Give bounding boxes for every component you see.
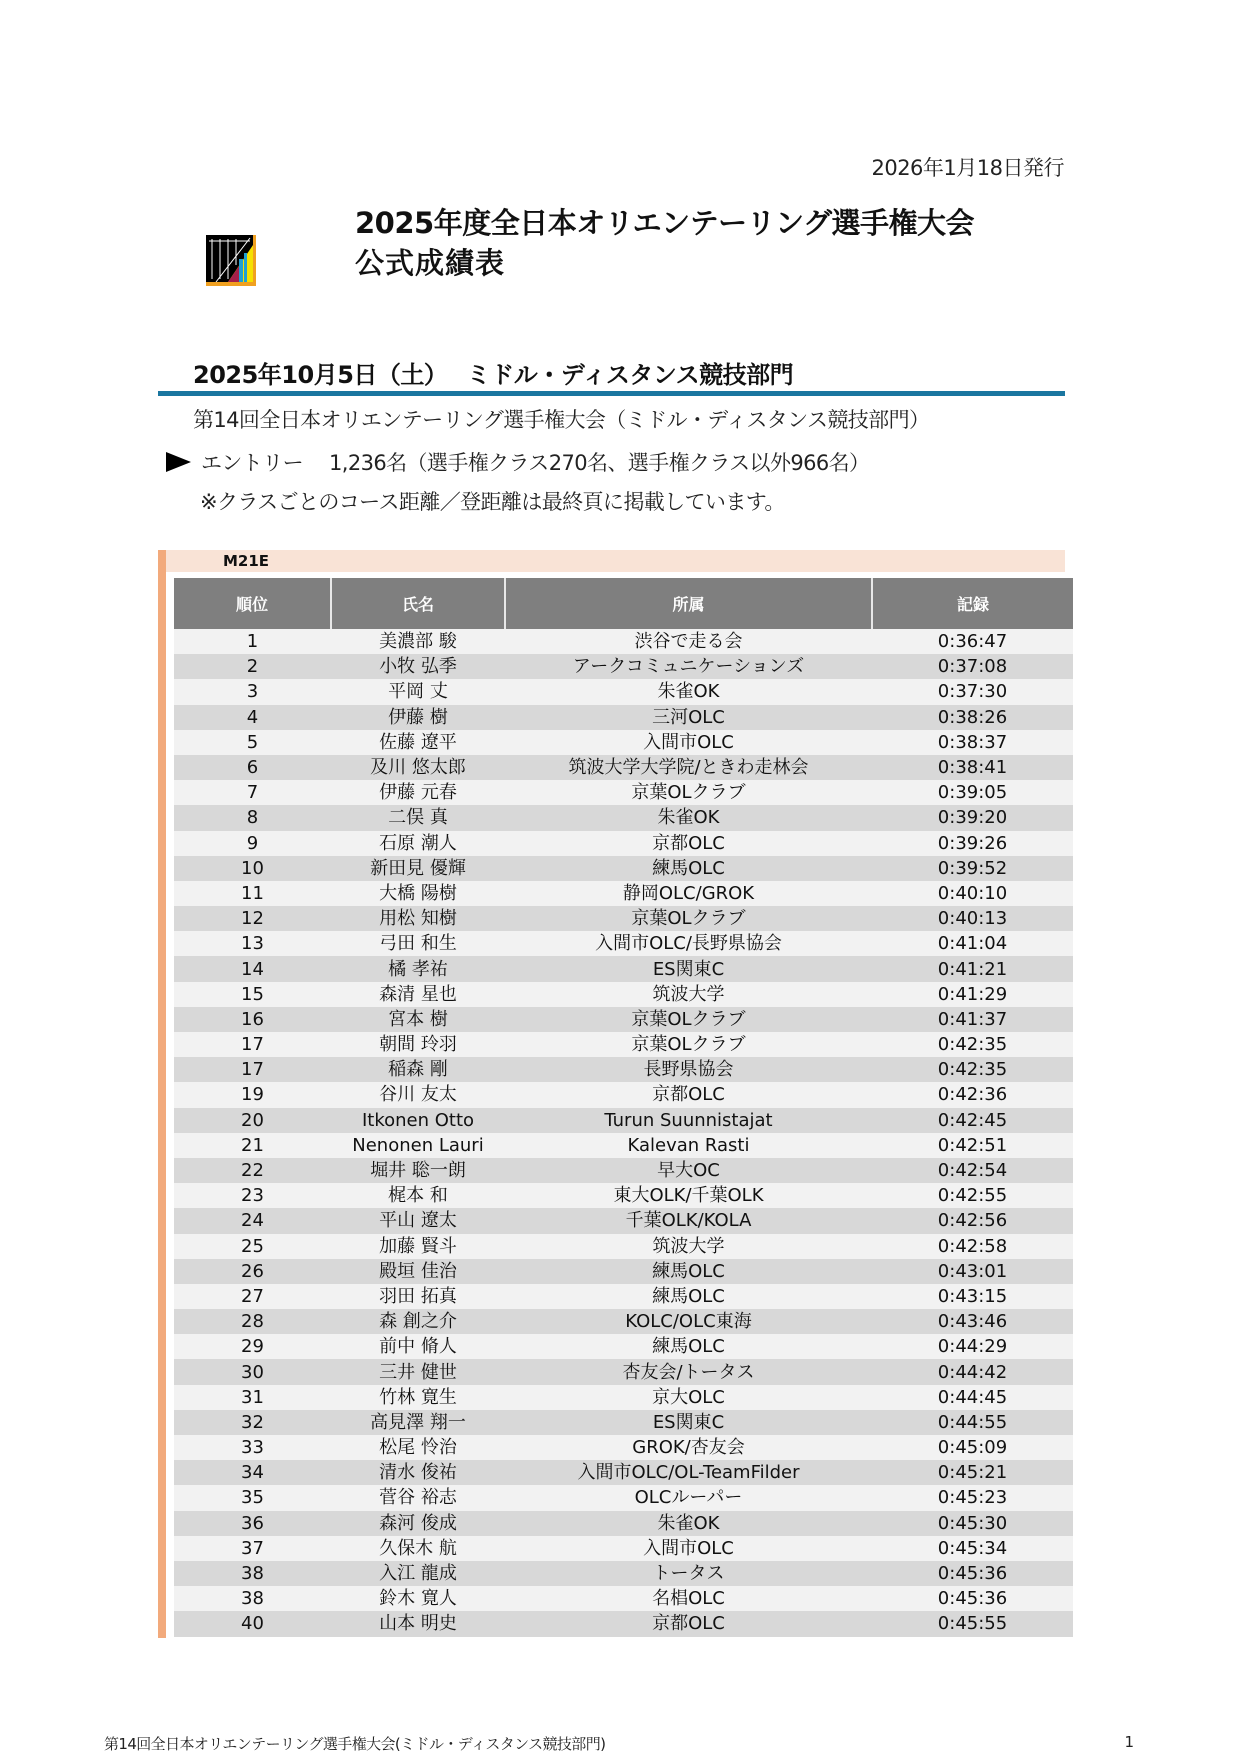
- cell-club: ES関東C: [505, 956, 872, 981]
- results-table: [174, 578, 1073, 1637]
- cell-club: 入間市OLC/長野県協会: [505, 931, 872, 956]
- table-row: [174, 1032, 1073, 1057]
- column-header-time: 記録: [872, 578, 1073, 629]
- cell-rank: 5: [174, 730, 331, 755]
- cell-rank: 37: [174, 1536, 331, 1561]
- table-row: [174, 1158, 1073, 1183]
- table-row: [174, 629, 1073, 654]
- cell-name: 菅谷 裕志: [331, 1485, 505, 1510]
- table-row: [174, 1536, 1073, 1561]
- cell-name: 山本 明史: [331, 1611, 505, 1636]
- entry-label: エントリー: [201, 451, 303, 475]
- table-row: [174, 805, 1073, 830]
- title-line-1: 2025年度全日本オリエンテーリング選手権大会: [355, 206, 975, 240]
- cell-name: 三井 健世: [331, 1359, 505, 1384]
- cell-time: 0:45:30: [872, 1511, 1073, 1536]
- cell-name: 森清 星也: [331, 982, 505, 1007]
- cell-club: 練馬OLC: [505, 856, 872, 881]
- cell-name: 梶本 和: [331, 1183, 505, 1208]
- cell-rank: 36: [174, 1511, 331, 1536]
- cell-name: 小牧 弘季: [331, 654, 505, 679]
- cell-time: 0:42:35: [872, 1032, 1073, 1057]
- cell-rank: 31: [174, 1385, 331, 1410]
- cell-club: 京都OLC: [505, 831, 872, 856]
- table-row: [174, 982, 1073, 1007]
- cell-time: 0:44:55: [872, 1410, 1073, 1435]
- cell-club: 京都OLC: [505, 1611, 872, 1636]
- cell-time: 0:40:13: [872, 906, 1073, 931]
- cell-rank: 25: [174, 1234, 331, 1259]
- table-row: [174, 1183, 1073, 1208]
- cell-name: 佐藤 遼平: [331, 730, 505, 755]
- cell-club: 長野県協会: [505, 1057, 872, 1082]
- cell-time: 0:38:26: [872, 705, 1073, 730]
- cell-club: KOLC/OLC東海: [505, 1309, 872, 1334]
- cell-name: 鈴木 寛人: [331, 1586, 505, 1611]
- cell-rank: 38: [174, 1561, 331, 1586]
- cell-rank: 24: [174, 1208, 331, 1233]
- column-header-club: 所属: [505, 578, 872, 629]
- table-row: [174, 1485, 1073, 1510]
- cell-time: 0:38:41: [872, 755, 1073, 780]
- cell-name: 森 創之介: [331, 1309, 505, 1334]
- cell-name: 橘 孝祐: [331, 956, 505, 981]
- cell-rank: 1: [174, 629, 331, 654]
- cell-rank: 8: [174, 805, 331, 830]
- entry-summary: [166, 447, 869, 477]
- cell-club: 東大OLK/千葉OLK: [505, 1183, 872, 1208]
- cell-rank: 13: [174, 931, 331, 956]
- triangle-bullet-icon: [166, 452, 191, 472]
- cell-club: 入間市OLC: [505, 730, 872, 755]
- column-header-name: 氏名: [331, 578, 505, 629]
- cell-rank: 12: [174, 906, 331, 931]
- cell-rank: 40: [174, 1611, 331, 1636]
- cell-club: 京葉OLクラブ: [505, 1007, 872, 1032]
- table-row: [174, 1561, 1073, 1586]
- cell-name: 高見澤 翔一: [331, 1410, 505, 1435]
- cell-time: 0:45:34: [872, 1536, 1073, 1561]
- cell-club: 杏友会/トータス: [505, 1359, 872, 1384]
- cell-club: GROK/杏友会: [505, 1435, 872, 1460]
- cell-rank: 4: [174, 705, 331, 730]
- table-row: [174, 1511, 1073, 1536]
- cell-rank: 3: [174, 679, 331, 704]
- cell-name: 二俣 真: [331, 805, 505, 830]
- cell-time: 0:43:46: [872, 1309, 1073, 1334]
- cell-time: 0:42:45: [872, 1108, 1073, 1133]
- cell-name: 弓田 和生: [331, 931, 505, 956]
- cell-rank: 29: [174, 1334, 331, 1359]
- cell-time: 0:42:54: [872, 1158, 1073, 1183]
- cell-rank: 35: [174, 1485, 331, 1510]
- cell-time: 0:36:47: [872, 629, 1073, 654]
- table-row: [174, 1133, 1073, 1158]
- issue-date: 2026年1月18日発行: [871, 156, 1064, 180]
- cell-club: 三河OLC: [505, 705, 872, 730]
- table-row: [174, 1359, 1073, 1384]
- cell-club: ES関東C: [505, 1410, 872, 1435]
- cell-name: 朝間 玲羽: [331, 1032, 505, 1057]
- cell-time: 0:43:01: [872, 1259, 1073, 1284]
- cell-time: 0:44:29: [872, 1334, 1073, 1359]
- cell-name: 前中 脩人: [331, 1334, 505, 1359]
- cell-time: 0:37:30: [872, 679, 1073, 704]
- table-row: [174, 1586, 1073, 1611]
- table-row: [174, 1208, 1073, 1233]
- cell-club: 名椙OLC: [505, 1586, 872, 1611]
- cell-time: 0:38:37: [872, 730, 1073, 755]
- table-row: [174, 679, 1073, 704]
- cell-name: 平山 遼太: [331, 1208, 505, 1233]
- cell-rank: 23: [174, 1183, 331, 1208]
- title-line-2: 公式成績表: [355, 246, 506, 280]
- cell-time: 0:43:15: [872, 1284, 1073, 1309]
- cell-rank: 2: [174, 654, 331, 679]
- cell-name: 大橋 陽樹: [331, 881, 505, 906]
- table-row: [174, 831, 1073, 856]
- cell-name: 羽田 拓真: [331, 1284, 505, 1309]
- cell-name: 新田見 優輝: [331, 856, 505, 881]
- cell-time: 0:40:10: [872, 881, 1073, 906]
- cell-club: 千葉OLK/KOLA: [505, 1208, 872, 1233]
- cell-club: 渋谷で走る会: [505, 629, 872, 654]
- cell-rank: 19: [174, 1082, 331, 1107]
- cell-time: 0:45:55: [872, 1611, 1073, 1636]
- cell-club: 筑波大学: [505, 982, 872, 1007]
- cell-time: 0:39:05: [872, 780, 1073, 805]
- cell-rank: 11: [174, 881, 331, 906]
- cell-name: 稲森 剛: [331, 1057, 505, 1082]
- table-row: [174, 1057, 1073, 1082]
- cell-time: 0:41:29: [872, 982, 1073, 1007]
- results-body: [174, 629, 1073, 1637]
- cell-time: 0:42:55: [872, 1183, 1073, 1208]
- cell-time: 0:41:04: [872, 931, 1073, 956]
- cell-rank: 10: [174, 856, 331, 881]
- cell-time: 0:42:35: [872, 1057, 1073, 1082]
- cell-club: 筑波大学: [505, 1234, 872, 1259]
- cell-name: 及川 悠太郎: [331, 755, 505, 780]
- cell-rank: 26: [174, 1259, 331, 1284]
- cell-name: Itkonen Otto: [331, 1108, 505, 1133]
- cell-club: Turun Suunnistajat: [505, 1108, 872, 1133]
- cell-time: 0:39:26: [872, 831, 1073, 856]
- cell-time: 0:39:52: [872, 856, 1073, 881]
- footer-title: 第14回全日本オリエンテーリング選手権大会(ミドル・ディスタンス競技部門): [104, 1735, 606, 1753]
- cell-club: 練馬OLC: [505, 1284, 872, 1309]
- cell-rank: 33: [174, 1435, 331, 1460]
- cell-name: 美濃部 駿: [331, 629, 505, 654]
- cell-name: 殿垣 佳治: [331, 1259, 505, 1284]
- cell-name: Nenonen Lauri: [331, 1133, 505, 1158]
- cell-time: 0:37:08: [872, 654, 1073, 679]
- cell-time: 0:45:21: [872, 1460, 1073, 1485]
- cell-name: 谷川 友太: [331, 1082, 505, 1107]
- table-row: [174, 1334, 1073, 1359]
- cell-name: 伊藤 樹: [331, 705, 505, 730]
- section-divider: [158, 391, 1065, 396]
- jofa-logo-icon: [206, 235, 256, 286]
- cell-rank: 21: [174, 1133, 331, 1158]
- cell-rank: 30: [174, 1359, 331, 1384]
- cell-name: 伊藤 元春: [331, 780, 505, 805]
- cell-club: 静岡OLC/GROK: [505, 881, 872, 906]
- table-row: [174, 931, 1073, 956]
- cell-rank: 28: [174, 1309, 331, 1334]
- table-row: [174, 1108, 1073, 1133]
- cell-time: 0:41:21: [872, 956, 1073, 981]
- cell-rank: 22: [174, 1158, 331, 1183]
- cell-rank: 15: [174, 982, 331, 1007]
- cell-time: 0:42:36: [872, 1082, 1073, 1107]
- table-row: [174, 1259, 1073, 1284]
- cell-time: 0:42:58: [872, 1234, 1073, 1259]
- cell-club: 筑波大学大学院/ときわ走林会: [505, 755, 872, 780]
- cell-time: 0:44:45: [872, 1385, 1073, 1410]
- cell-time: 0:42:51: [872, 1133, 1073, 1158]
- cell-time: 0:45:23: [872, 1485, 1073, 1510]
- cell-rank: 16: [174, 1007, 331, 1032]
- cell-time: 0:44:42: [872, 1359, 1073, 1384]
- cell-club: トータス: [505, 1561, 872, 1586]
- cell-club: 朱雀OK: [505, 805, 872, 830]
- cell-name: 石原 潮人: [331, 831, 505, 856]
- cell-time: 0:41:37: [872, 1007, 1073, 1032]
- cell-name: 宮本 樹: [331, 1007, 505, 1032]
- table-row: [174, 856, 1073, 881]
- cell-club: OLCルーパー: [505, 1485, 872, 1510]
- table-row: [174, 780, 1073, 805]
- table-row: [174, 654, 1073, 679]
- cell-rank: 20: [174, 1108, 331, 1133]
- cell-name: 松尾 怜治: [331, 1435, 505, 1460]
- column-header-rank: 順位: [174, 578, 331, 629]
- cell-club: 入間市OLC: [505, 1536, 872, 1561]
- cell-time: 0:45:36: [872, 1561, 1073, 1586]
- table-row: [174, 1410, 1073, 1435]
- cell-club: 練馬OLC: [505, 1334, 872, 1359]
- table-row: [174, 956, 1073, 981]
- table-row: [174, 1007, 1073, 1032]
- cell-club: 練馬OLC: [505, 1259, 872, 1284]
- table-row: [174, 730, 1073, 755]
- table-header-row: [174, 578, 1073, 629]
- cell-time: 0:45:36: [872, 1586, 1073, 1611]
- cell-time: 0:42:56: [872, 1208, 1073, 1233]
- table-row: [174, 755, 1073, 780]
- table-row: [174, 1385, 1073, 1410]
- cell-rank: 7: [174, 780, 331, 805]
- cell-club: 朱雀OK: [505, 1511, 872, 1536]
- table-row: [174, 881, 1073, 906]
- cell-name: 清水 俊祐: [331, 1460, 505, 1485]
- table-row: [174, 1460, 1073, 1485]
- cell-rank: 9: [174, 831, 331, 856]
- cell-rank: 34: [174, 1460, 331, 1485]
- cell-name: 森河 俊成: [331, 1511, 505, 1536]
- cell-club: Kalevan Rasti: [505, 1133, 872, 1158]
- cell-name: 平岡 丈: [331, 679, 505, 704]
- class-name: M21E: [166, 550, 1065, 572]
- table-row: [174, 1435, 1073, 1460]
- cell-club: 京大OLC: [505, 1385, 872, 1410]
- cell-name: 堀井 聡一朗: [331, 1158, 505, 1183]
- cell-rank: 17: [174, 1057, 331, 1082]
- section-heading: 2025年10月5日（土） ミドル・ディスタンス競技部門: [193, 361, 794, 389]
- entry-count: 1,236名（選手権クラス270名、選手権クラス以外966名）: [329, 451, 870, 475]
- cell-rank: 14: [174, 956, 331, 981]
- cell-club: 入間市OLC/OL-TeamFilder: [505, 1460, 872, 1485]
- cell-club: 京葉OLクラブ: [505, 906, 872, 931]
- table-row: [174, 906, 1073, 931]
- event-name: 第14回全日本オリエンテーリング選手権大会（ミドル・ディスタンス競技部門）: [193, 408, 930, 432]
- results-panel: [158, 550, 1065, 1638]
- cell-club: 早大OC: [505, 1158, 872, 1183]
- cell-name: 加藤 賢斗: [331, 1234, 505, 1259]
- cell-name: 用松 知樹: [331, 906, 505, 931]
- table-row: [174, 1082, 1073, 1107]
- cell-rank: 38: [174, 1586, 331, 1611]
- page-number: 1: [1124, 1733, 1134, 1751]
- document-title: [355, 203, 974, 283]
- cell-name: 入江 龍成: [331, 1561, 505, 1586]
- cell-club: 朱雀OK: [505, 679, 872, 704]
- table-row: [174, 705, 1073, 730]
- table-row: [174, 1309, 1073, 1334]
- cell-rank: 17: [174, 1032, 331, 1057]
- cell-time: 0:39:20: [872, 805, 1073, 830]
- cell-club: アークコミュニケーションズ: [505, 654, 872, 679]
- cell-rank: 6: [174, 755, 331, 780]
- cell-club: 京都OLC: [505, 1082, 872, 1107]
- cell-club: 京葉OLクラブ: [505, 780, 872, 805]
- table-row: [174, 1611, 1073, 1636]
- table-row: [174, 1284, 1073, 1309]
- cell-time: 0:45:09: [872, 1435, 1073, 1460]
- cell-name: 竹林 寛生: [331, 1385, 505, 1410]
- cell-club: 京葉OLクラブ: [505, 1032, 872, 1057]
- cell-rank: 32: [174, 1410, 331, 1435]
- course-note: ※クラスごとのコース距離／登距離は最終頁に掲載しています。: [200, 490, 785, 514]
- table-row: [174, 1234, 1073, 1259]
- cell-rank: 27: [174, 1284, 331, 1309]
- cell-name: 久保木 航: [331, 1536, 505, 1561]
